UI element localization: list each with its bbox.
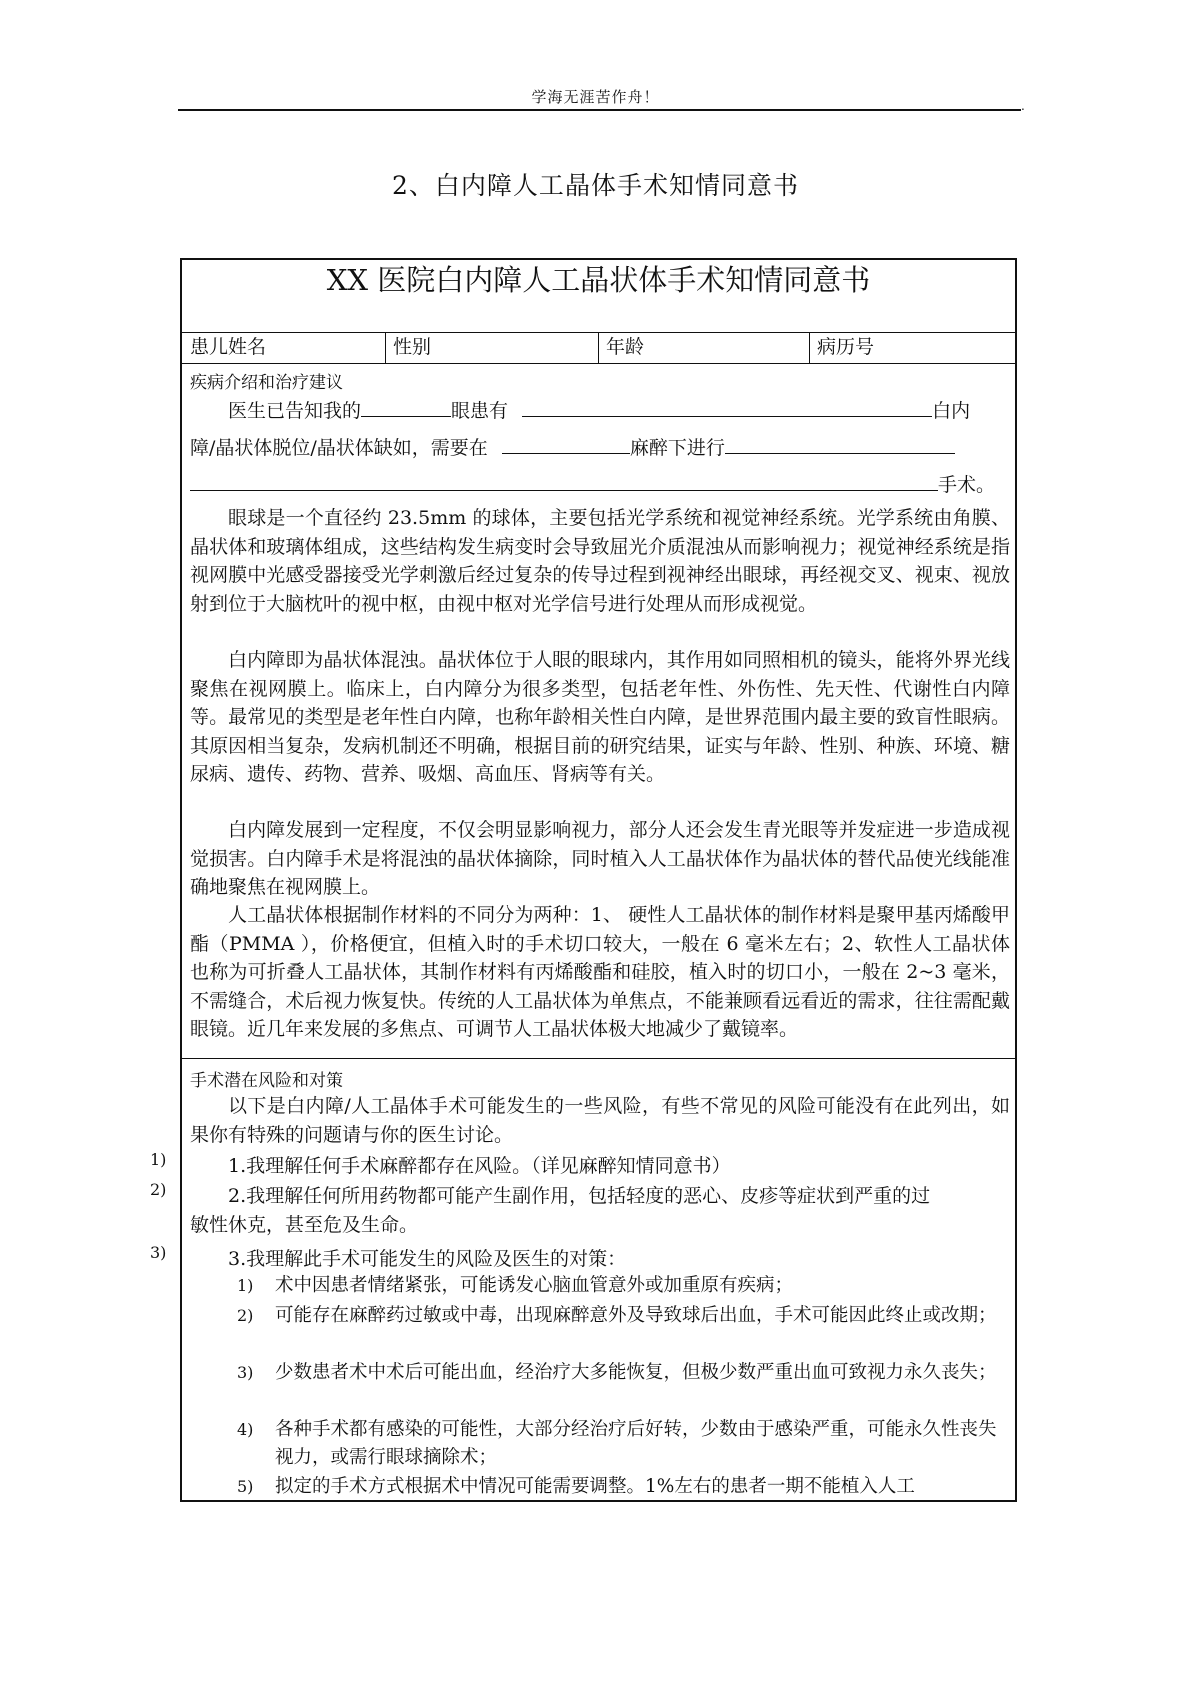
risks-intro: 以下是白内障/人工晶体手术可能发生的一些风险，有些不常见的风险可能没有在此列出，如果你有特殊的问题请与你的医生讨论。	[190, 1095, 1010, 1146]
subitem-number: 3)	[237, 1363, 254, 1382]
diagnosis-text: 障/晶状体脱位/晶状体缺如，需要在	[190, 437, 488, 459]
paragraph-intraocular-lens: 人工晶状体根据制作材料的不同分为两种：1、 硬性人工晶状体的制作材料是聚甲基丙烯酸甲酯（PMMA ），价格便宜，但植入时的手术切口较大，一般在 6 毫米左右；2、软性人工晶状体也称为可折叠人工晶状体，其制作材料有丙烯酸酯和硅胶，植入时的切口小，一般在 2~3 毫米，不需缝合，术后视力恢复快。传统的人工晶状体为单焦点，不能兼顾看远看近的需求，往往需配戴眼镜。近几年来发展的多焦点、可调节人工晶状体极大地减少了戴镜率。	[190, 904, 1010, 1040]
page-header-text: 学海无涯苦作舟！	[531, 88, 660, 106]
margin-marker: 3)	[150, 1243, 167, 1262]
procedure-blank[interactable]	[725, 434, 955, 454]
gender-label: 性别	[393, 336, 432, 358]
diagnosis-line-1	[228, 396, 970, 423]
subitem-text: 拟定的手术方式根据术中情况可能需要调整。1%左右的患者一期不能植入人工	[275, 1476, 915, 1497]
diagnosis-text: 眼患有	[451, 400, 509, 422]
anesthesia-type-blank[interactable]	[502, 434, 630, 454]
diagnosis-blank[interactable]	[522, 397, 932, 417]
row-divider	[182, 363, 1015, 364]
paragraph-eye-anatomy: 眼球是一个直径约 23.5mm 的球体，主要包括光学系统和视觉神经系统。光学系统由角膜、晶状体和玻璃体组成，这些结构发生病变时会导致屈光介质混浊从而影响视力；视觉神经系统是指视网膜中光感受器接受光学刺激后经过复杂的传导过程到视神经出眼球，再经视交叉、视束、视放射到位于大脑枕叶的视中枢，由视中枢对光学信号进行处理从而形成视觉。	[190, 507, 1010, 615]
risk-subitem	[237, 1302, 1007, 1330]
diagnosis-text: 手术。	[938, 474, 996, 496]
subitem-number: 4)	[237, 1420, 254, 1439]
diagnosis-text: 医生已告知我的	[228, 400, 362, 422]
consent-form	[180, 258, 1017, 1502]
document-title: 2、白内障人工晶体手术知情同意书	[392, 171, 799, 200]
diagnosis-line-3	[190, 470, 995, 497]
section-label-disease-intro: 疾病介绍和治疗建议	[190, 373, 343, 393]
record-number-label: 病历号	[817, 336, 875, 358]
paragraph-cataract-definition: 白内障即为晶状体混浊。晶状体位于人眼的眼球内，其作用如同照相机的镜头，能将外界光线聚焦在视网膜上。临床上，白内障分为很多类型，包括老年性、外伤性、先天性、代谢性白内障等。最常见的类型是老年性白内障，也称年龄相关性白内障，是世界范围内最主要的致盲性眼病。其原因相当复杂，发病机制还不明确，根据目前的研究结果，证实与年龄、性别、种族、环境、糖尿病、遗传、药物、营养、吸烟、高血压、肾病等有关。	[190, 649, 1010, 785]
subitem-number: 1)	[237, 1276, 254, 1295]
risk-item-2-continued: 敏性休克，甚至危及生命。	[190, 1214, 419, 1236]
header-rule	[178, 109, 1021, 111]
risk-item-1: 1.我理解任何手术麻醉都存在风险。（详见麻醉知情同意书）	[228, 1155, 731, 1177]
form-title: XX 医院白内障人工晶状体手术知情同意书	[326, 263, 871, 297]
eye-side-blank[interactable]	[361, 397, 451, 417]
subitem-text: 少数患者术中术后可能出血，经治疗大多能恢复，但极少数严重出血可致视力永久丧失；	[275, 1362, 997, 1383]
risk-item-2: 2.我理解任何所用药物都可能产生副作用，包括轻度的恶心、皮疹等症状到严重的过	[228, 1185, 931, 1207]
diagnosis-line-2	[190, 433, 955, 460]
paragraph-cataract-surgery: 白内障发展到一定程度，不仅会明显影响视力，部分人还会发生青光眼等并发症进一步造成视觉损害。白内障手术是将混浊的晶状体摘除，同时植入人工晶状体作为晶状体的替代品使光线能准确地聚焦在视网膜上。	[190, 819, 1010, 898]
section-divider	[182, 1058, 1015, 1059]
diagnosis-text: 白内	[932, 400, 971, 422]
risk-subitem	[237, 1473, 1007, 1501]
subitem-number: 2)	[237, 1306, 254, 1325]
header-mark: .	[1021, 99, 1025, 113]
risk-subitem	[237, 1272, 1007, 1300]
subitem-text: 可能存在麻醉药过敏或中毒，出现麻醉意外及导致球后出血，手术可能因此终止或改期；	[275, 1305, 997, 1326]
risk-subitem	[237, 1359, 1007, 1387]
procedure-blank-continued[interactable]	[190, 471, 938, 491]
patient-name-label: 患儿姓名	[190, 336, 267, 358]
margin-marker: 2)	[150, 1180, 167, 1199]
age-label: 年龄	[606, 336, 645, 358]
diagnosis-text: 麻醉下进行	[629, 437, 725, 459]
risk-item-3: 3.我理解此手术可能发生的风险及医生的对策：	[228, 1248, 627, 1270]
subitem-number: 5)	[237, 1477, 254, 1496]
subitem-text: 术中因患者情绪紧张，可能诱发心脑血管意外或加重原有疾病；	[275, 1275, 794, 1296]
margin-marker: 1)	[150, 1150, 167, 1169]
subitem-text: 各种手术都有感染的可能性，大部分经治疗后好转，少数由于感染严重，可能永久性丧失视力，或需行眼球摘除术；	[275, 1419, 997, 1468]
risk-subitem	[237, 1416, 1007, 1472]
section-label-risks: 手术潜在风险和对策	[190, 1071, 343, 1091]
